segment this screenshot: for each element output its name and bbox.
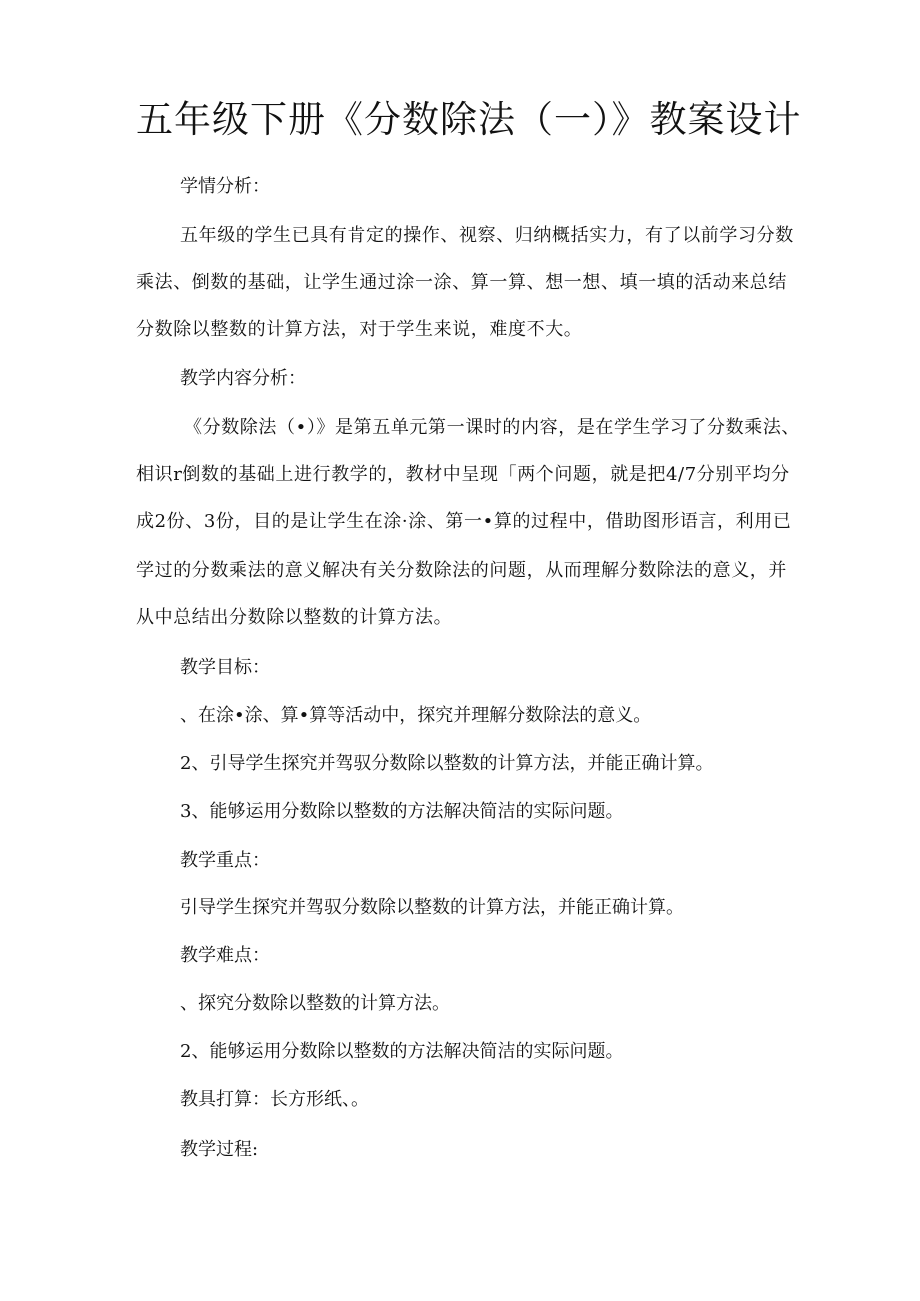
content-analysis-line-3: 成2份、3份，目的是让学生在涂·涂、第一•算的过程中，借助图形语言，利用已 [136,511,792,532]
student-analysis-line-2: 乘法、倒数的基础，让学生通过涂一涂、算一算、想一想、填一填的活动来总结 [136,272,787,293]
content-analysis-line-1: 《分数除法（•）》是第五单元第一课时的内容，是在学生学习了分数乘法、 [184,417,801,438]
materials-line: 教具打算：长方形纸、。 [180,1089,369,1110]
student-analysis-line-3: 分数除以整数的计算方法，对于学生来说，难度不大。 [136,319,583,340]
content-analysis-line-4: 学过的分数乘法的意义解决有关分数除法的问题，从而理解分数除法的意义，并 [136,560,787,581]
content-analysis-line-2: 相识r倒数的基础上进行教学的，教材中呈现「两个问题，就是把4/7分别平均分 [136,464,790,485]
objectives-heading: 教学目标： [180,657,270,678]
difficulties-heading: 教学难点： [180,945,270,966]
key-points-heading: 教学重点： [180,850,270,871]
document-title: 五年级下册《分数除法（一）》教案设计 [136,98,802,141]
difficulty-item-1: 、探究分数除以整数的计算方法。 [180,993,450,1014]
difficulty-item-2: 2、能够运用分数除以整数的方法解决简洁的实际问题。 [180,1041,624,1062]
objective-item-1: 、在涂•涂、算•算等活动中，探究并理解分数除法的意义。 [180,705,652,726]
objective-item-2: 2、引导学生探究并驾驭分数除以整数的计算方法，并能正确计算。 [180,753,714,774]
process-heading: 教学过程: [180,1139,259,1160]
student-analysis-line-1: 五年级的学生已具有肯定的操作、视察、归纳概括实力，有了以前学习分数 [180,225,794,246]
key-points-line-1: 引导学生探究并驾驭分数除以整数的计算方法，并能正确计算。 [180,897,684,918]
content-analysis-heading: 教学内容分析： [180,368,306,389]
objective-item-3: 3、能够运用分数除以整数的方法解决简洁的实际问题。 [180,801,624,822]
student-analysis-heading: 学情分析： [180,176,270,197]
content-analysis-line-5: 从中总结出分数除以整数的计算方法。 [136,607,453,628]
